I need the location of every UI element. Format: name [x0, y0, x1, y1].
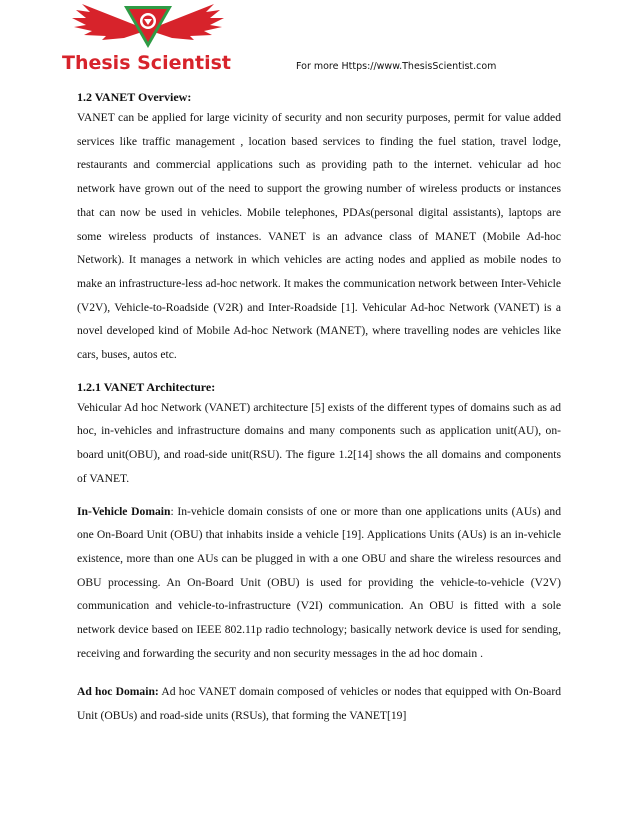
in-vehicle-domain-paragraph [77, 500, 561, 666]
architecture-paragraph: Vehicular Ad hoc Network (VANET) architecture [5] exists of the different types of domains such as ad hoc, in-vehicles and infrastructure domains and many components such as application unit(AU), on-board unit(OBU), and road-side unit(RSU). The figure 1.2[14] shows the all domains and components of VANET. [77, 400, 561, 485]
overview-paragraph: VANET can be applied for large vicinity of security and non security purposes, permit for value added services like traffic management , location based services to finding the fuel station, travel lodge, restaurants and commercial applications such as providing path to the internet. vehicular ad hoc network have grown out of the need to support the growing number of wireless products or instances that can now be used in vehicles. Mobile telephones, PDAs(personal digital assistants), laptops are some wireless products of instances. VANET is an advance class of MANET (Mobile Ad-hoc Network). It manages a network in which vehicles are acting nodes and applied as mobile nodes to make an infrastructure-less ad-hoc network. It makes the communication network between Inter-Vehicle (V2V), Vehicle-to-Roadside (V2R) and Inter-Roadside [1]. Vehicular Ad-hoc Network (VANET) is a novel developed kind of Mobile Ad-hoc Network (MANET), where travelling nodes are vehicles like cars, buses, autos etc. [77, 111, 561, 362]
section-heading-architecture: 1.2.1 VANET Architecture: [77, 379, 216, 394]
logo-text: Thesis Scientist [62, 52, 231, 74]
winged-shield-icon [62, 0, 234, 56]
thesis-scientist-logo [62, 0, 234, 78]
section-heading-overview: 1.2 VANET Overview: [77, 90, 192, 104]
site-link-text[interactable]: For more Https://www.ThesisScientist.com [296, 61, 497, 72]
ad-hoc-domain-paragraph [77, 680, 561, 727]
ad-hoc-domain-text: Ad hoc VANET domain composed of vehicles or nodes that equipped with On-Board Unit (OBUs) and road-side units (RSUs), that forming the VANET[19] [77, 685, 561, 723]
in-vehicle-domain-text: : In-vehicle domain consists of one or more than one applications units (AUs) and one On-Board Unit (OBU) that inhabits inside a vehicle [19]. Applications Units (AUs) is an in-vehicle existence, more than one AUs can be plugged in with a one OBU and share the wireless resources and OBU processing. An On-Board Unit (OBU) is used for providing the vehicle-to-vehicle (V2V) communication and vehicle-to-infrastructure (V2I) communication. An OBU is fitted with a sole network device based on IEEE 802.11p radio technology; basically network device is used for sending, receiving and forwarding the security and non security messages in the ad hoc domain . [77, 504, 561, 660]
ad-hoc-domain-term: Ad hoc Domain: [77, 685, 159, 699]
document-body [77, 88, 561, 728]
in-vehicle-domain-term: In-Vehicle Domain [77, 504, 171, 518]
